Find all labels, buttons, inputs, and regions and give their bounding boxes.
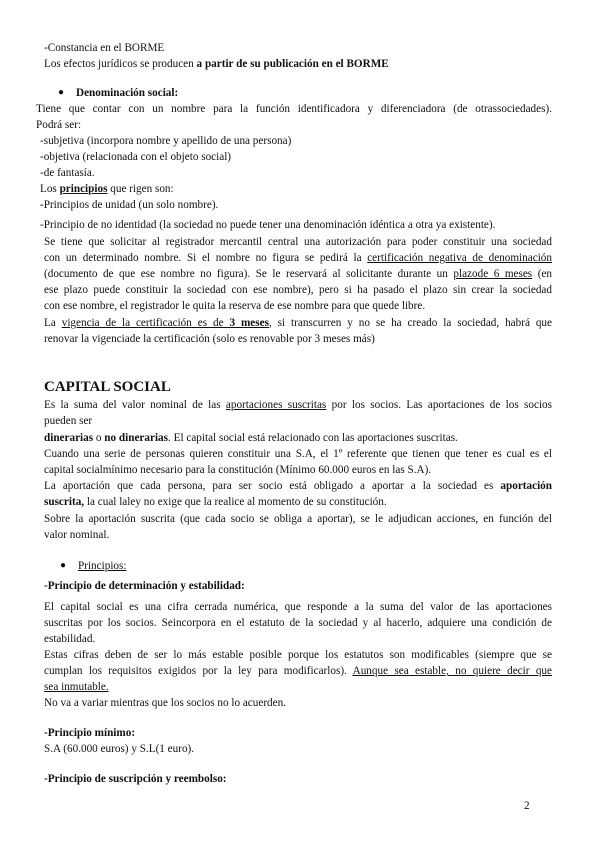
text-line: Podrá ser: (36, 119, 82, 131)
text-line: capital socialmínimo necesario para la constitución (Mínimo 60.000 euros en las S.A). (44, 464, 432, 476)
page-number: 2 (524, 800, 530, 812)
text-line: -Principio de no identidad (la sociedad no puede tener una denominación idéntica a otra ya existente). (40, 219, 496, 231)
text-line: estabilidad. (44, 633, 96, 645)
subsection-title: -Principio mínimo: (44, 727, 136, 739)
text-line: ese plazo puede constituir la sociedad con ese nombre), pero si ha pasado el plazo sin crear la sociedad (44, 284, 552, 296)
text-line: con ese nombre, el registrador le quita la reserva de ese nombre para que quede libre. (44, 300, 426, 312)
text-line: Los efectos jurídicos se producen a partir de su publicación en el BORME (44, 58, 389, 70)
text-line: La vigencia de la certificación es de 3 meses, si transcurren y no se ha creado la sociedad, habrá que (44, 317, 552, 329)
section-title-denominacion: Denominación social: (76, 87, 179, 99)
text-line: suscritas por los socios. Seincorpora en el estatuto de la sociedad y al hacerlo, adquiere una condición de (44, 617, 552, 629)
subsection-title: -Principio de suscripción y reembolso: (44, 773, 227, 785)
text-line: No va a variar mientras que los socios no lo acuerden. (44, 697, 287, 709)
text-line: con un determinado nombre. Si el nombre no figura se pedirá la certificación negativa de denominación (44, 252, 552, 264)
text-line: Tiene que contar con un nombre para la función identificadora y diferenciadora (de otrassociedades). (36, 103, 552, 115)
text-line: Sobre la aportación suscrita (que cada socio se obliga a aportar), se le adjudican acciones, en función del (44, 513, 552, 525)
text-line: El capital social es una cifra cerrada numérica, que responde a la suma del valor de las aportaciones (44, 601, 552, 613)
bullet-icon: ● (60, 560, 67, 571)
text-line: Cuando una serie de personas quieren constituir una S.A, el 1º referente que tienen que tener es cual es el (44, 448, 552, 460)
text-line: sea inmutable. (44, 681, 109, 693)
section-title-principios: Principios: (78, 560, 127, 572)
text-line: suscrita, la cual laley no exige que la realice al momento de su constitución. (44, 496, 387, 508)
text-line: -objetiva (relacionada con el objeto social) (40, 151, 232, 163)
text-line: -subjetiva (incorpora nombre y apellido de una persona) (40, 135, 292, 147)
subsection-title: -Principio de determinación y estabilidad: (44, 580, 245, 592)
text-line: valor nominal. (44, 529, 110, 541)
text-line: dinerarias o no dinerarias. El capital social está relacionado con las aportaciones suscritas. (44, 432, 458, 444)
text-line: Se tiene que solicitar al registrador mercantil central una autorización para poder constituir una sociedad (44, 236, 552, 248)
bullet-icon: ● (58, 87, 65, 98)
text-line: Es la suma del valor nominal de las aportaciones suscritas por los socios. Las aportaciones de los socios (44, 399, 552, 411)
section-heading-capital-social: CAPITAL SOCIAL (44, 379, 171, 395)
text-line: Estas cifras deben de ser lo más estable posible porque los estatutos son modificables (siempre que se (44, 649, 552, 661)
text-line: -Principios de unidad (un solo nombre). (40, 199, 219, 211)
text-line: -de fantasía. (40, 167, 95, 179)
text-line: renovar la vigenciade la certificación (solo es renovable por 3 meses más) (44, 333, 375, 345)
text-line: La aportación que cada persona, para ser socio está obligado a aportar a la sociedad es aportación (44, 480, 552, 492)
text-line: (documento de que ese nombre no figura). Se le reservará al solicitante durante un plazode 6 meses (en (44, 268, 552, 280)
text-line: cumplan los requisitos exigidos por la ley para modificarlos). Aunque sea estable, no quiere decir que (44, 665, 552, 677)
text-line: S.A (60.000 euros) y S.L(1 euro). (44, 743, 195, 755)
text-line: Los principios que rigen son: (40, 183, 174, 195)
text-line: pueden ser (44, 415, 93, 427)
text-line: -Constancia en el BORME (44, 42, 165, 54)
